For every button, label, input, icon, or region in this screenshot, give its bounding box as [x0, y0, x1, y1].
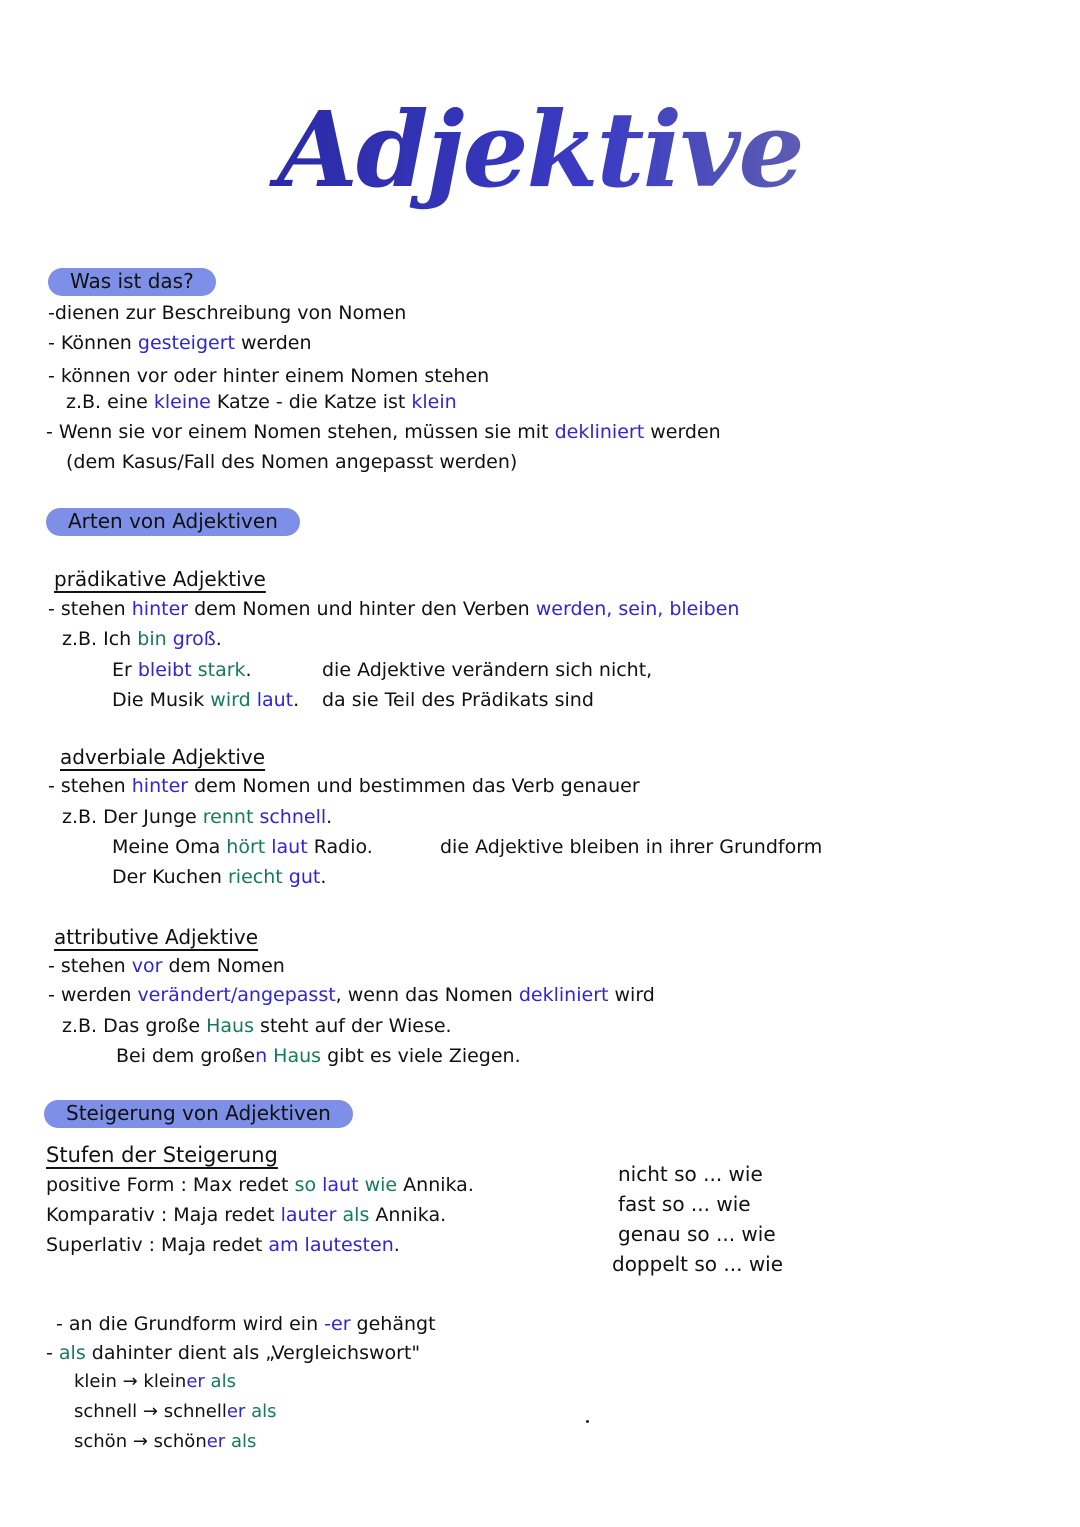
section-heading-was-ist-das: Was ist das? — [48, 268, 216, 296]
subheading-adverbiale: adverbiale Adjektive — [60, 745, 266, 769]
example-line: z.B. Der Junge rennt schnell. — [62, 806, 333, 828]
text-line: z.B. eine kleine Katze - die Katze ist klein — [66, 391, 457, 413]
text-line: - Können gesteigert werden — [48, 332, 312, 354]
text-line: - können vor oder hinter einem Nomen stehen — [48, 365, 490, 387]
example-line: schnell → schneller als — [74, 1401, 277, 1422]
text-line: - stehen hinter dem Nomen und hinter den Verben werden, sein, bleiben — [48, 598, 740, 620]
comparison-phrase: doppelt so ... wie — [612, 1252, 784, 1276]
subheading-praedikative: prädikative Adjektive — [54, 567, 266, 591]
example-line: schön → schöner als — [74, 1431, 257, 1452]
note-text: die Adjektive verändern sich nicht, — [322, 659, 653, 681]
text-line: - als dahinter dient als „Vergleichswort" — [46, 1342, 421, 1364]
comparison-phrase: genau so ... wie — [618, 1222, 776, 1246]
text-line: Komparativ : Maja redet lauter als Annika. — [46, 1204, 447, 1226]
text-line: - an die Grundform wird ein -er gehängt — [56, 1313, 436, 1335]
example-line: z.B. Das große Haus steht auf der Wiese. — [62, 1015, 452, 1037]
example-line: Der Kuchen riecht gut. — [112, 866, 327, 888]
text-line: (dem Kasus/Fall des Nomen angepasst werden) — [66, 451, 518, 473]
example-line: z.B. Ich bin groß. — [62, 628, 222, 650]
subheading-attributive: attributive Adjektive — [54, 925, 258, 949]
text-line: - stehen hinter dem Nomen und bestimmen das Verb genauer — [48, 775, 640, 797]
example-line: Die Musik wird laut. — [112, 689, 300, 711]
subheading-stufen: Stufen der Steigerung — [46, 1143, 278, 1167]
note-text: da sie Teil des Prädikats sind — [322, 689, 594, 711]
text-line: - Wenn sie vor einem Nomen stehen, müssen sie mit dekliniert werden — [46, 421, 721, 443]
section-heading-arten: Arten von Adjektiven — [46, 508, 300, 536]
example-line: klein → kleiner als — [74, 1371, 236, 1392]
section-heading-steigerung: Steigerung von Adjektiven — [44, 1100, 353, 1128]
text-line: - werden verändert/angepasst, wenn das Nomen dekliniert wird — [48, 984, 655, 1006]
text-line: - stehen vor dem Nomen — [48, 955, 285, 977]
example-line: Bei dem großen Haus gibt es viele Ziegen. — [116, 1045, 521, 1067]
example-line: Meine Oma hört laut Radio. — [112, 836, 373, 858]
text-line: Superlativ : Maja redet am lautesten. — [46, 1234, 400, 1256]
note-text: die Adjektive bleiben in ihrer Grundform — [440, 836, 823, 858]
text-line: positive Form : Max redet so laut wie Annika. — [46, 1174, 474, 1196]
ink-dot — [586, 1420, 589, 1423]
page-title: Adjektive — [0, 88, 1080, 211]
comparison-phrase: fast so ... wie — [618, 1192, 751, 1216]
example-line: Er bleibt stark. — [112, 659, 252, 681]
text-line: -dienen zur Beschreibung von Nomen — [48, 302, 407, 324]
comparison-phrase: nicht so ... wie — [618, 1162, 763, 1186]
